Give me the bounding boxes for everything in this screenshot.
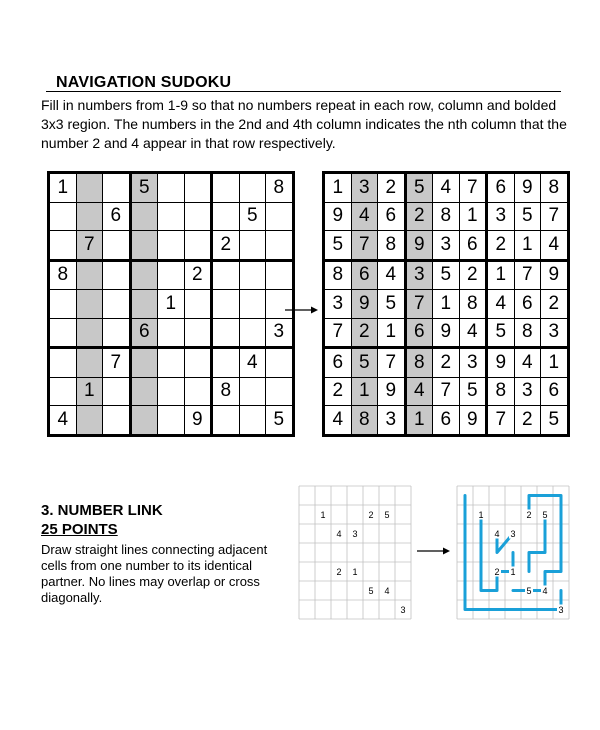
grid-row [324, 202, 569, 231]
grid-cell [49, 290, 77, 319]
grid-cell [266, 260, 294, 290]
grid-cell [103, 260, 131, 290]
grid-cell: 2 [184, 260, 212, 290]
grid-cell: 1 [324, 173, 352, 203]
clue-number: 4 [384, 586, 390, 596]
grid-row [324, 348, 569, 378]
grid-row [49, 406, 294, 436]
grid-cell: 2 [324, 377, 352, 406]
grid-cell [103, 406, 131, 436]
grid-cell [130, 202, 158, 231]
grid-cell [49, 231, 77, 261]
grid-cell: 2 [459, 260, 487, 290]
grid-cell [76, 290, 103, 319]
grid-cell: 1 [487, 260, 515, 290]
grid-cell: 9 [184, 406, 212, 436]
grid-cell: 4 [459, 318, 487, 348]
grid-cell [76, 202, 103, 231]
grid-cell [158, 202, 185, 231]
grid-cell [239, 260, 266, 290]
grid-cell [239, 290, 266, 319]
grid-row [49, 290, 294, 319]
grid-cell: 1 [541, 348, 569, 378]
grid-cell: 3 [351, 173, 378, 203]
clue-number: 3 [352, 529, 358, 539]
grid-cell: 3 [266, 318, 294, 348]
sudoku-puzzle-grid [47, 171, 295, 437]
grid-cell [130, 290, 158, 319]
grid-cell [76, 173, 103, 203]
grid-cell [184, 318, 212, 348]
grid-cell: 7 [541, 202, 569, 231]
grid-cell: 8 [378, 231, 406, 261]
number-link-puzzle-grid [297, 484, 413, 622]
grid-row [324, 406, 569, 436]
clue-number: 3 [510, 529, 516, 539]
sudoku-title: NAVIGATION SUDOKU [56, 74, 232, 91]
grid-cell [130, 377, 158, 406]
grid-cell [49, 348, 77, 378]
grid-cell: 7 [459, 173, 487, 203]
clue-number: 4 [336, 529, 342, 539]
grid-cell: 7 [433, 377, 460, 406]
grid-cell: 4 [49, 406, 77, 436]
clue-number: 2 [494, 567, 500, 577]
grid-cell: 7 [351, 231, 378, 261]
grid-cell: 6 [351, 260, 378, 290]
grid-cell: 9 [487, 348, 515, 378]
grid-cell [76, 318, 103, 348]
grid-cell [130, 348, 158, 378]
grid-row [324, 318, 569, 348]
grid-cell [184, 173, 212, 203]
grid-cell [103, 173, 131, 203]
grid-cell: 8 [49, 260, 77, 290]
grid-cell: 3 [541, 318, 569, 348]
grid-cell: 9 [433, 318, 460, 348]
clue-number: 1 [320, 510, 326, 520]
grid-cell [49, 377, 77, 406]
grid-cell [184, 348, 212, 378]
grid-cell: 4 [378, 260, 406, 290]
grid-row [49, 348, 294, 378]
grid-cell: 6 [514, 290, 541, 319]
grid-cell: 6 [378, 202, 406, 231]
clue-number: 3 [400, 605, 406, 615]
grid-cell: 2 [541, 290, 569, 319]
grid-cell [76, 406, 103, 436]
sudoku-description: Fill in numbers from 1-9 so that no numbers repeat in each row, column and bolded 3x3 region. The numbers in the 2nd and 4th column indicates the nth column that the number 2 and 4 appear in that row respectively. [41, 97, 567, 151]
grid-cell: 6 [487, 173, 515, 203]
grid-cell [239, 173, 266, 203]
grid-cell [158, 406, 185, 436]
grid-cell: 3 [378, 406, 406, 436]
grid-cell: 5 [239, 202, 266, 231]
grid-cell: 4 [514, 348, 541, 378]
grid-cell: 9 [459, 406, 487, 436]
grid-row [49, 202, 294, 231]
grid-cell: 6 [324, 348, 352, 378]
grid-cell [212, 202, 240, 231]
grid-cell: 2 [212, 231, 240, 261]
grid-cell: 5 [324, 231, 352, 261]
grid-cell: 5 [378, 290, 406, 319]
grid-cell [49, 202, 77, 231]
grid-cell: 7 [405, 290, 433, 319]
grid-cell: 8 [487, 377, 515, 406]
grid-cell: 4 [351, 202, 378, 231]
grid-cell: 3 [433, 231, 460, 261]
grid-cell: 1 [158, 290, 185, 319]
grid-cell: 2 [351, 318, 378, 348]
grid-cell: 2 [487, 231, 515, 261]
clue-number: 3 [558, 605, 564, 615]
grid-cell [103, 318, 131, 348]
grid-cell [158, 231, 185, 261]
grid-cell: 4 [405, 377, 433, 406]
grid-cell: 2 [433, 348, 460, 378]
grid-cell [212, 260, 240, 290]
grid-cell [158, 318, 185, 348]
grid-cell: 6 [103, 202, 131, 231]
grid-cell [103, 290, 131, 319]
grid-cell [212, 173, 240, 203]
grid-cell: 7 [514, 260, 541, 290]
grid-cell: 1 [405, 406, 433, 436]
grid-cell [212, 406, 240, 436]
grid-cell: 7 [76, 231, 103, 261]
grid-cell: 5 [266, 406, 294, 436]
grid-cell [212, 348, 240, 378]
grid-row [324, 260, 569, 290]
grid-cell: 9 [324, 202, 352, 231]
grid-cell: 5 [541, 406, 569, 436]
grid-cell: 9 [378, 377, 406, 406]
grid-row [324, 377, 569, 406]
grid-cell [130, 260, 158, 290]
number-link-description: Draw straight lines connecting adjacent cells from one number to its identical partner. No lines may overlap or cross diagonally. [41, 542, 268, 605]
grid-cell: 1 [351, 377, 378, 406]
clue-number: 1 [510, 567, 516, 577]
grid-row [324, 290, 569, 319]
grid-cell: 1 [49, 173, 77, 203]
grid-cell [266, 377, 294, 406]
grid-row [49, 377, 294, 406]
grid-cell [266, 202, 294, 231]
grid-cell: 9 [514, 173, 541, 203]
grid-cell: 6 [433, 406, 460, 436]
clue-number: 5 [368, 586, 374, 596]
grid-cell: 3 [324, 290, 352, 319]
grid-cell [49, 318, 77, 348]
grid-cell: 9 [541, 260, 569, 290]
clue-number: 2 [336, 567, 342, 577]
grid-cell [158, 377, 185, 406]
grid-cell: 9 [405, 231, 433, 261]
grid-cell [76, 260, 103, 290]
clue-number: 1 [352, 567, 358, 577]
grid-row [324, 173, 569, 203]
grid-cell [103, 231, 131, 261]
grid-cell [184, 290, 212, 319]
grid-cell: 5 [351, 348, 378, 378]
grid-cell [158, 173, 185, 203]
clue-number: 4 [494, 529, 500, 539]
number-link-points: 25 POINTS [41, 521, 118, 538]
grid-cell [184, 202, 212, 231]
grid-cell: 4 [324, 406, 352, 436]
grid-cell: 6 [405, 318, 433, 348]
grid-cell [239, 231, 266, 261]
grid-cell: 7 [103, 348, 131, 378]
grid-cell: 5 [487, 318, 515, 348]
arrow-right-icon [416, 545, 452, 557]
number-link-solution-grid [455, 484, 571, 622]
clue-number: 4 [542, 586, 548, 596]
grid-cell [130, 231, 158, 261]
grid-cell: 5 [433, 260, 460, 290]
grid-cell: 1 [459, 202, 487, 231]
grid-cell [239, 318, 266, 348]
clue-number: 5 [542, 510, 548, 520]
grid-cell: 1 [433, 290, 460, 319]
grid-cell [266, 231, 294, 261]
grid-cell: 4 [487, 290, 515, 319]
title-underline [46, 91, 561, 92]
grid-cell: 3 [405, 260, 433, 290]
grid-cell: 4 [541, 231, 569, 261]
grid-cell: 1 [76, 377, 103, 406]
grid-row [49, 260, 294, 290]
grid-cell: 8 [459, 290, 487, 319]
grid-cell: 5 [459, 377, 487, 406]
clue-number: 5 [384, 510, 390, 520]
grid-row [49, 318, 294, 348]
grid-cell [158, 348, 185, 378]
grid-cell: 8 [351, 406, 378, 436]
grid-cell: 6 [130, 318, 158, 348]
clue-number: 2 [368, 510, 374, 520]
grid-cell: 3 [487, 202, 515, 231]
grid-cell [212, 318, 240, 348]
grid-cell: 3 [459, 348, 487, 378]
grid-cell: 8 [212, 377, 240, 406]
grid-cell [130, 406, 158, 436]
grid-cell [158, 260, 185, 290]
grid-cell: 6 [541, 377, 569, 406]
grid-cell [266, 348, 294, 378]
grid-cell [184, 231, 212, 261]
grid-row [49, 173, 294, 203]
grid-cell: 8 [266, 173, 294, 203]
grid-cell [239, 377, 266, 406]
grid-cell: 8 [541, 173, 569, 203]
grid-cell: 5 [514, 202, 541, 231]
clue-number: 5 [526, 586, 532, 596]
grid-cell: 8 [514, 318, 541, 348]
grid-cell: 2 [378, 173, 406, 203]
clue-number: 1 [478, 510, 484, 520]
grid-cell: 1 [514, 231, 541, 261]
grid-cell: 4 [433, 173, 460, 203]
grid-cell: 6 [459, 231, 487, 261]
grid-cell: 7 [378, 348, 406, 378]
grid-cell: 5 [405, 173, 433, 203]
grid-cell: 3 [514, 377, 541, 406]
grid-cell [76, 348, 103, 378]
grid-cell: 8 [405, 348, 433, 378]
grid-cell [184, 377, 212, 406]
grid-cell: 4 [239, 348, 266, 378]
grid-cell: 8 [324, 260, 352, 290]
grid-cell: 1 [378, 318, 406, 348]
clue-number: 2 [526, 510, 532, 520]
sudoku-solution-grid [322, 171, 570, 437]
grid-row [324, 231, 569, 261]
grid-cell: 2 [405, 202, 433, 231]
grid-cell [212, 290, 240, 319]
number-link-title: 3. NUMBER LINK [41, 502, 163, 519]
grid-cell [239, 406, 266, 436]
grid-row [49, 231, 294, 261]
grid-cell: 7 [487, 406, 515, 436]
grid-cell: 9 [351, 290, 378, 319]
grid-cell: 8 [433, 202, 460, 231]
grid-cell: 5 [130, 173, 158, 203]
grid-cell [103, 377, 131, 406]
arrow-right-icon [284, 304, 320, 316]
grid-cell: 7 [324, 318, 352, 348]
grid-cell: 2 [514, 406, 541, 436]
